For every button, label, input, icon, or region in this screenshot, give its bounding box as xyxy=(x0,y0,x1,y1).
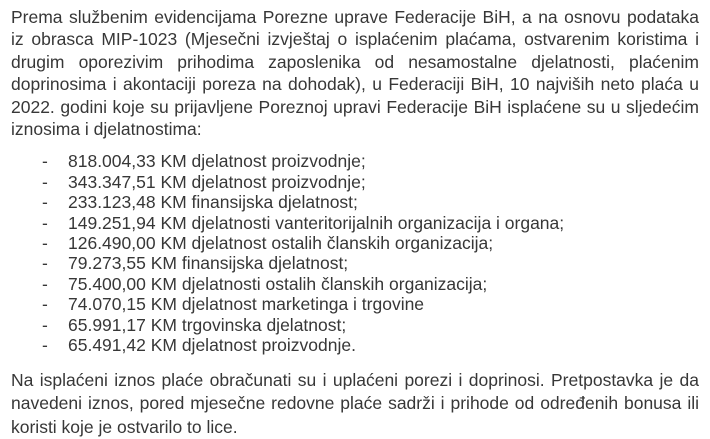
list-item xyxy=(42,151,699,171)
list-dash-marker: - xyxy=(42,233,68,253)
list-item xyxy=(42,294,699,314)
list-dash-marker: - xyxy=(42,192,68,212)
salary-entry: 126.490,00 KM djelatnost ostalih članskih organizacija; xyxy=(68,233,493,253)
salary-list xyxy=(11,151,699,355)
list-item xyxy=(42,253,699,273)
list-dash-marker: - xyxy=(42,315,68,335)
list-dash-marker: - xyxy=(42,274,68,294)
salary-entry: 149.251,94 KM djelatnosti vanteritorijalnih organizacija i organa; xyxy=(68,213,564,233)
list-item xyxy=(42,315,699,335)
list-dash-marker: - xyxy=(42,335,68,355)
salary-entry: 818.004,33 KM djelatnost proizvodnje; xyxy=(68,151,366,171)
salary-entry: 79.273,55 KM finansijska djelatnost; xyxy=(68,253,348,273)
list-item xyxy=(42,233,699,253)
intro-paragraph: Prema službenim evidencijama Porezne uprave Federacije BiH, a na osnovu podataka iz obrasca MIP-1023 (Mjesečni izvještaj o isplaćenim plaćama, ostvarenim koristima i drugim oporezivim prihodima zaposlenika od nesamostalne djelatnosti, plaćenim doprinosima i akontaciji poreza na dohodak), u Federaciji BiH, 10 najviših neto plaća u 2022. godini koje su prijavljene Poreznoj upravi Federacije BiH isplaćene su u sljedećim iznosima i djelatnostima: xyxy=(11,6,699,140)
salary-entry: 65.491,42 KM djelatnost proizvodnje. xyxy=(68,335,356,355)
list-dash-marker: - xyxy=(42,172,68,192)
list-item xyxy=(42,274,699,294)
list-dash-marker: - xyxy=(42,253,68,273)
salary-entry: 75.400,00 KM djelatnosti ostalih članskih organizacija; xyxy=(68,274,487,294)
list-dash-marker: - xyxy=(42,213,68,233)
list-dash-marker: - xyxy=(42,151,68,171)
list-item xyxy=(42,192,699,212)
list-dash-marker: - xyxy=(42,294,68,314)
list-item xyxy=(42,213,699,233)
list-item xyxy=(42,335,699,355)
salary-entry: 74.070,15 KM djelatnost marketinga i trgovine xyxy=(68,294,424,314)
closing-paragraph: Na isplaćeni iznos plaće obračunati su i uplaćeni porezi i doprinosi. Pretpostavka je da navedeni iznos, pored mjesečne redovne plaće sadrži i prihode od određenih bonusa ili koristi koje je ostvarilo to lice. xyxy=(11,369,699,439)
list-item xyxy=(42,172,699,192)
salary-entry: 233.123,48 KM finansijska djelatnost; xyxy=(68,192,358,212)
salary-entry: 343.347,51 KM djelatnost proizvodnje; xyxy=(68,172,366,192)
salary-entry: 65.991,17 KM trgovinska djelatnost; xyxy=(68,315,346,335)
